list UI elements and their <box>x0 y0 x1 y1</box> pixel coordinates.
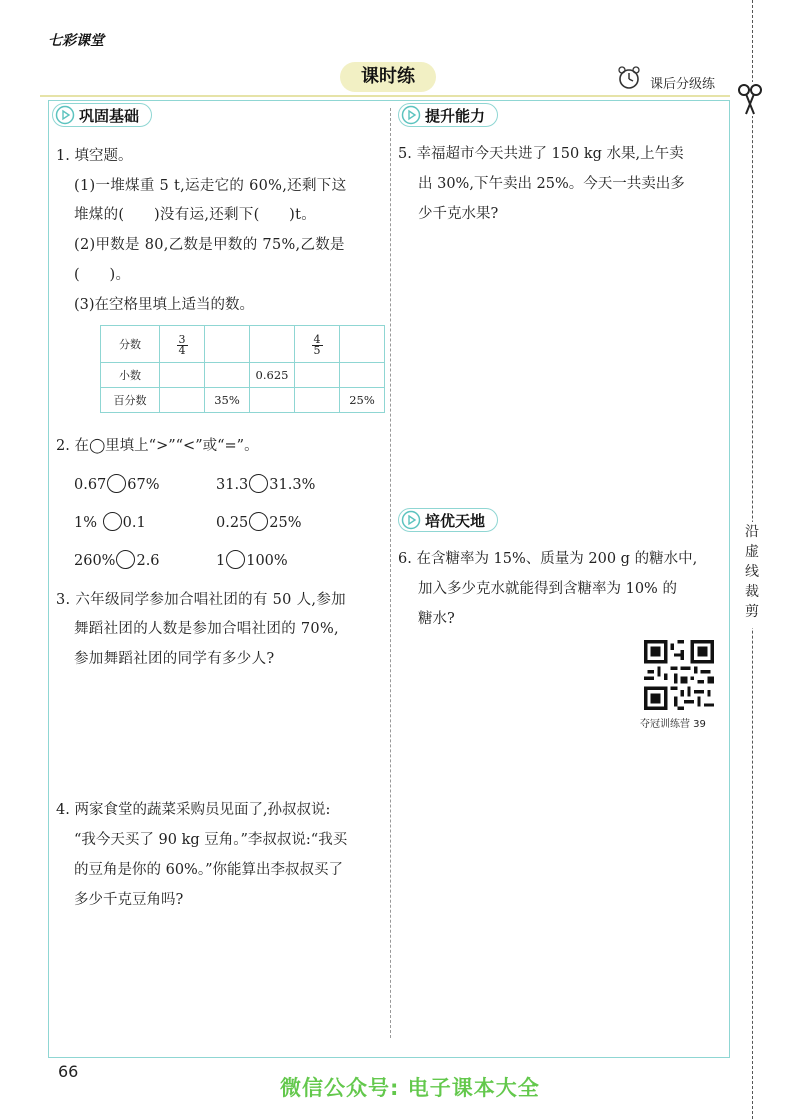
table-cell-blank[interactable] <box>340 326 385 363</box>
play-icon <box>401 105 421 125</box>
table-cell-blank[interactable] <box>160 363 205 388</box>
section-title-advance: 提升能力 <box>425 106 486 125</box>
q2-stem: 2. 在◯里填上“>”“<”或“=”。 <box>56 438 259 454</box>
conversion-table <box>100 325 385 413</box>
table-cell-blank[interactable] <box>205 326 250 363</box>
compare-circle[interactable] <box>249 512 268 531</box>
page-title: 课时练 <box>340 62 436 92</box>
scissors-icon <box>736 82 764 116</box>
table-cell-blank[interactable] <box>160 388 205 413</box>
table-row <box>101 326 385 363</box>
q1-part1-line1: (1)一堆煤重 5 t,运走它的 60%,还剩下这 <box>74 178 347 194</box>
qr-code-icon[interactable] <box>644 640 714 710</box>
row-head-percent: 百分数 <box>101 388 160 413</box>
page-number: 66 <box>58 1062 79 1081</box>
q4-line1: 4. 两家食堂的蔬菜采购员见面了,孙叔叔说: <box>56 802 331 818</box>
compare-circle[interactable] <box>249 474 268 493</box>
q3-line2: 舞蹈社团的人数是参加合唱社团的 70%, <box>74 621 339 637</box>
alarm-clock-icon <box>616 65 642 91</box>
q4-line4: 多少千克豆角吗? <box>74 892 184 908</box>
q6-line1: 6. 在含糖率为 15%、质量为 200 g 的糖水中, <box>398 551 698 567</box>
table-cell-blank[interactable] <box>340 363 385 388</box>
table-cell-decimal: 0.625 <box>250 363 295 388</box>
q1-stem: 1. 填空题。 <box>56 148 133 164</box>
row-head-fraction: 分数 <box>101 326 160 363</box>
q6-line2: 加入多少克水就能得到含糖率为 10% 的 <box>418 581 677 597</box>
compare-item: 31.3 31.3% <box>216 470 315 501</box>
q5-line2: 出 30%,下午卖出 25%。今天一共卖出多 <box>418 176 685 192</box>
table-cell-blank[interactable] <box>250 388 295 413</box>
table-cell-percent: 25% <box>340 388 385 413</box>
fraction-four-fifths: $\frac{4}{5}$ <box>313 333 321 357</box>
compare-item: 0.25 25% <box>216 508 302 539</box>
tier-label: 课后分级练 <box>650 77 716 92</box>
footer-watermark: 微信公众号: 电子课本大全 <box>280 1076 540 1100</box>
q1-part2-line2: ( )。 <box>74 267 131 283</box>
q4-line2: “我今天买了 90 kg 豆角。”李叔叔说:“我买 <box>74 832 348 848</box>
q4-line3: 的豆角是你的 60%。”你能算出李叔叔买了 <box>74 862 343 878</box>
q1-part2-line1: (2)甲数是 80,乙数是甲数的 75%,乙数是 <box>74 237 345 253</box>
cut-along-line-label: 沿虚线裁剪 <box>741 522 763 628</box>
table-cell-blank[interactable] <box>205 363 250 388</box>
play-icon <box>401 510 421 530</box>
brand-logo: 七彩课堂 <box>48 33 104 49</box>
table-row <box>101 388 385 413</box>
q5-line3: 少千克水果? <box>418 206 499 222</box>
q5-line1: 5. 幸福超市今天共进了 150 kg 水果,上午卖 <box>398 146 684 162</box>
table-cell <box>160 326 205 363</box>
compare-item: 0.67 67% <box>74 470 160 501</box>
section-badge-basics <box>52 103 152 127</box>
q1-part3: (3)在空格里填上适当的数。 <box>74 297 255 313</box>
q3-line3: 参加舞蹈社团的同学有多少人? <box>74 651 275 667</box>
table-cell <box>295 326 340 363</box>
row-head-decimal: 小数 <box>101 363 160 388</box>
compare-item: 260% 2.6 <box>74 546 160 577</box>
section-badge-advance <box>398 103 498 127</box>
qr-caption: 夺冠训练营 39 <box>640 719 706 730</box>
compare-circle[interactable] <box>116 550 135 569</box>
table-cell-blank[interactable] <box>295 388 340 413</box>
compare-item: 1% 0.1 <box>74 508 146 539</box>
section-badge-excel <box>398 508 498 532</box>
q6-line3: 糖水? <box>418 611 455 627</box>
compare-circle[interactable] <box>226 550 245 569</box>
section-title-excel: 培优天地 <box>425 511 486 530</box>
compare-circle[interactable] <box>103 512 122 531</box>
table-row <box>101 363 385 388</box>
play-icon <box>55 105 75 125</box>
q3-line1: 3. 六年级同学参加合唱社团的有 50 人,参加 <box>56 592 346 608</box>
compare-item: 1 100% <box>216 546 288 577</box>
table-cell-blank[interactable] <box>295 363 340 388</box>
column-divider <box>390 108 391 1038</box>
q1-part1-line2: 堆煤的( )没有运,还剩下( )t。 <box>74 207 317 223</box>
table-cell-blank[interactable] <box>250 326 295 363</box>
header-rule <box>40 95 730 97</box>
table-cell-percent: 35% <box>205 388 250 413</box>
section-title-basics: 巩固基础 <box>79 106 140 125</box>
compare-circle[interactable] <box>107 474 126 493</box>
fraction-three-quarters: $\frac{3}{4}$ <box>178 333 186 357</box>
